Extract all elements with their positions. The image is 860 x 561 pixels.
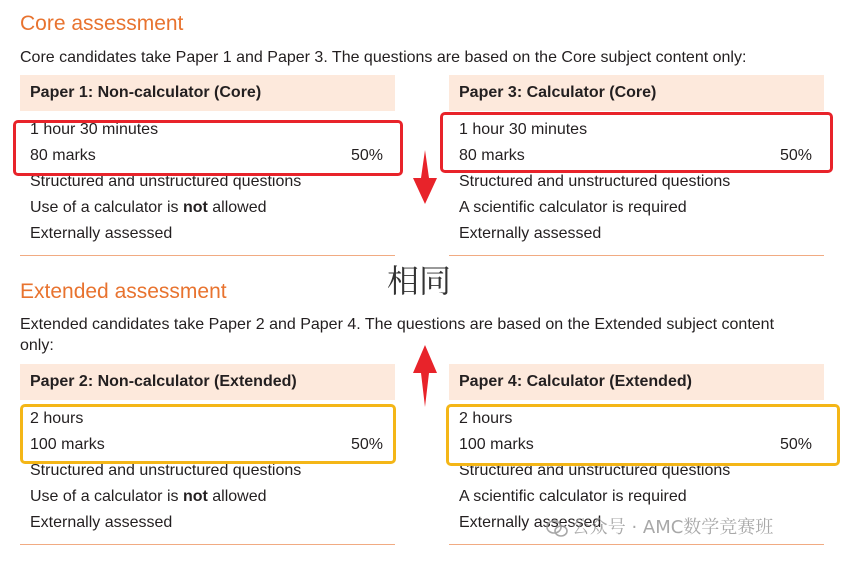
paper3-question-type: Structured and unstructured questions (459, 173, 731, 190)
paper2-duration: 2 hours (30, 410, 84, 427)
paper3-header: Paper 3: Calculator (Core) (449, 75, 824, 111)
paper2-question-type: Structured and unstructured questions (30, 462, 302, 479)
paper4-calculator-rule: A scientific calculator is required (459, 488, 687, 505)
watermark (546, 513, 773, 539)
core-section-title: Core assessment (20, 12, 184, 35)
paper2-calculator-rule (20, 484, 395, 510)
paper1-calc-suffix: allowed (207, 199, 267, 216)
paper1-duration: 1 hour 30 minutes (30, 121, 159, 138)
paper2-calc-bold: not (182, 488, 208, 505)
paper2-calc-prefix: Use of a calculator is (30, 488, 183, 505)
extended-intro: Extended candidates take Paper 2 and Paper 4. The questions are based on the Extended subject content only: (20, 316, 775, 354)
paper2-highlight-box (20, 404, 396, 464)
arrow-down-icon (410, 148, 440, 206)
paper2-header: Paper 2: Non-calculator (Extended) (20, 364, 395, 400)
paper3-highlight-box (440, 112, 833, 173)
paper1-assessment: Externally assessed (30, 225, 173, 242)
paper2-assessment: Externally assessed (30, 514, 173, 531)
paper3-assessment: Externally assessed (459, 225, 602, 242)
paper2-marks: 100 marks (30, 436, 105, 453)
paper4-highlight-box (446, 404, 840, 466)
paper4-question-type: Structured and unstructured questions (459, 462, 731, 479)
paper1-weight: 50% (350, 147, 383, 164)
extended-section-title: Extended assessment (20, 280, 227, 303)
watermark-text: 公众号 · AMC数学竞赛班 (571, 517, 774, 538)
paper1-header: Paper 1: Non-calculator (Core) (20, 75, 395, 111)
paper1-divider (20, 255, 395, 256)
core-intro: Core candidates take Paper 1 and Paper 3. The questions are based on the Core subject content only: (20, 49, 747, 66)
paper2-calc-suffix: allowed (207, 488, 267, 505)
paper4-weight: 50% (779, 436, 812, 453)
paper4-header: Paper 4: Calculator (Extended) (449, 364, 824, 400)
paper1-calc-prefix: Use of a calculator is (30, 199, 183, 216)
paper1-calculator-rule (20, 195, 395, 221)
paper3-calculator-rule: A scientific calculator is required (459, 199, 687, 216)
same-label: 相同 (387, 262, 452, 300)
paper1-highlight-box (13, 120, 403, 176)
paper1-question-type: Structured and unstructured questions (30, 173, 302, 190)
paper4-duration: 2 hours (459, 410, 513, 427)
paper3-duration: 1 hour 30 minutes (459, 121, 588, 138)
wechat-icon (546, 520, 566, 536)
paper3-marks: 80 marks (459, 147, 525, 164)
paper1-calc-bold: not (182, 199, 208, 216)
paper2-weight: 50% (350, 436, 383, 453)
paper2-divider (20, 544, 395, 545)
paper3-divider (449, 255, 824, 256)
paper4-divider (449, 544, 824, 545)
paper1-marks: 80 marks (30, 147, 96, 164)
paper3-weight: 50% (779, 147, 812, 164)
paper4-assessment: Externally assessed (459, 514, 602, 531)
paper4-marks: 100 marks (459, 436, 534, 453)
